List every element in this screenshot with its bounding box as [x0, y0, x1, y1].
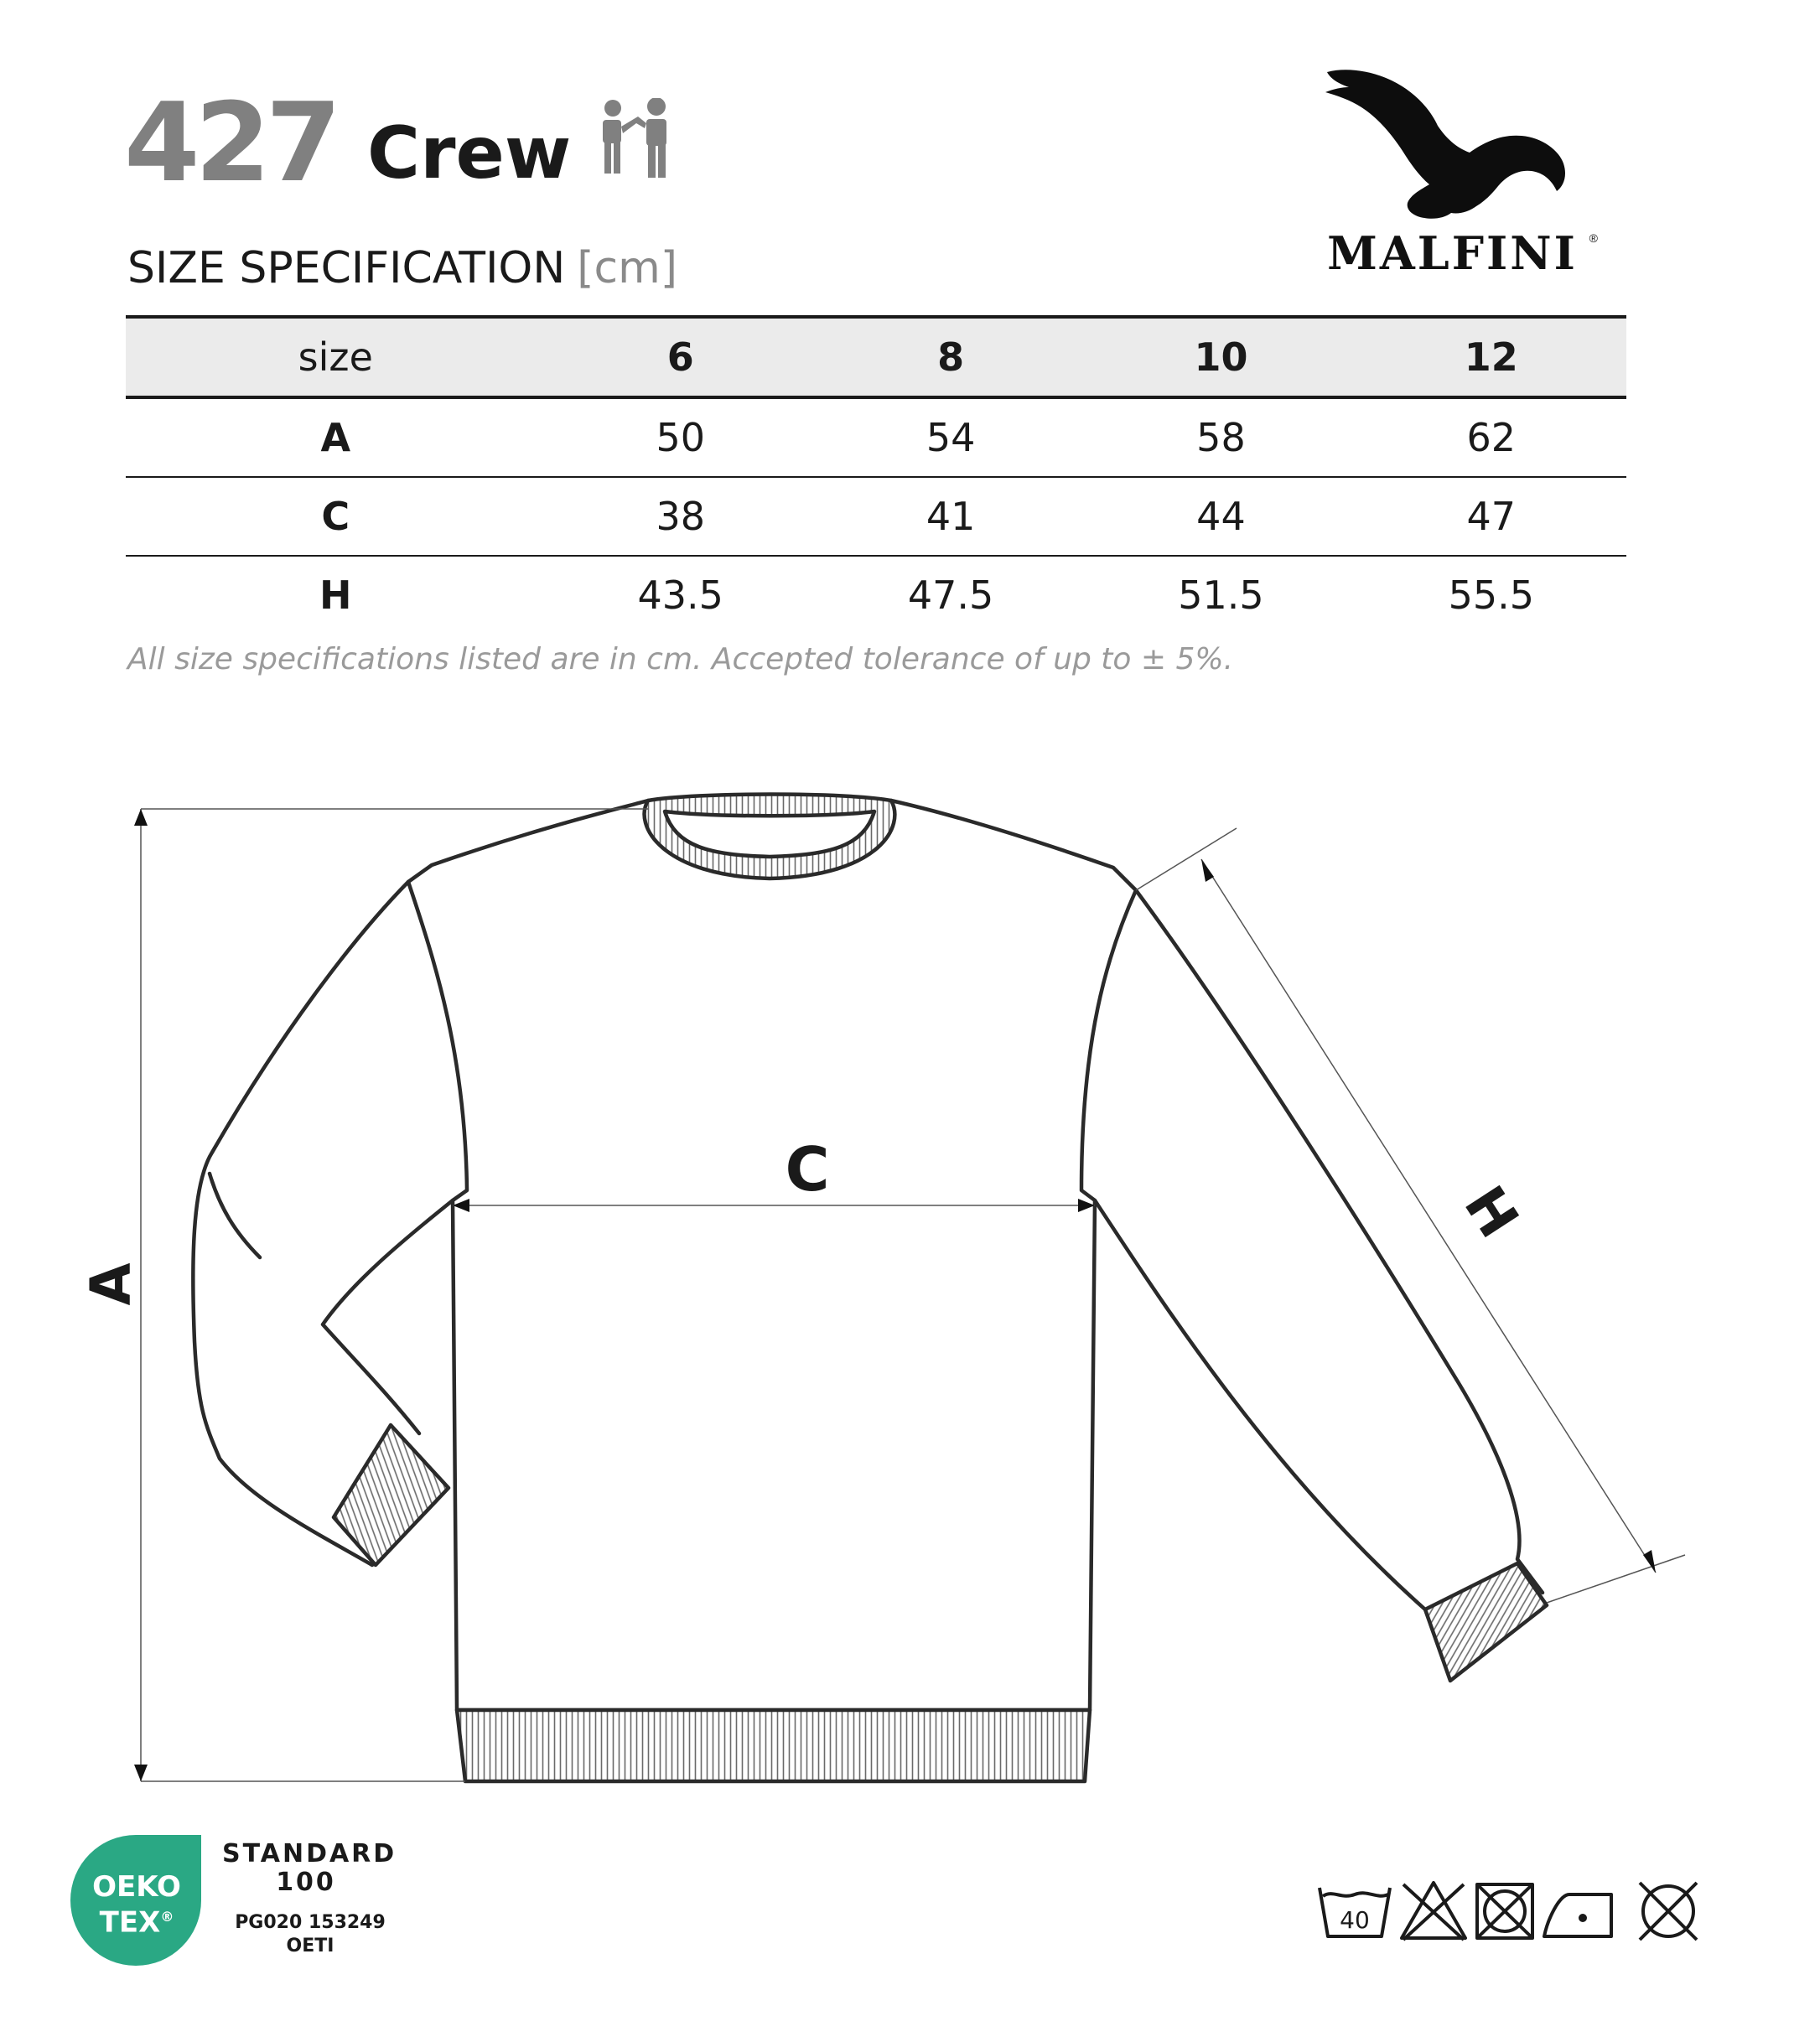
product-name: Crew [367, 111, 572, 195]
table-cell: 43.5 [637, 573, 723, 618]
left-sleeve-inner [323, 1200, 453, 1433]
oeko-tex-badge-text [74, 1870, 200, 1940]
left-sleeve-fold [210, 1174, 260, 1257]
label-a: A [79, 1262, 143, 1306]
table-cell: 47.5 [907, 573, 994, 618]
brand-name: MALFINI [1327, 226, 1578, 280]
oeko-tex-certification [67, 1832, 402, 1974]
svg-text:40: 40 [1340, 1906, 1370, 1934]
label-h: H [1451, 1174, 1532, 1249]
row-label: A [126, 397, 546, 477]
certificate-number: PG020 153249 [235, 1912, 386, 1933]
table-cell: 58 [1086, 397, 1356, 477]
wash-40-icon [1320, 1888, 1390, 1936]
left-cuff [334, 1425, 449, 1565]
table-cell: 41 [816, 477, 1086, 556]
size-header-cell: 12 [1356, 317, 1626, 397]
no-tumble-dry-icon [1477, 1884, 1532, 1938]
row-label: H [319, 573, 352, 618]
garment-body-outline [408, 801, 1136, 1710]
measure-a-lines [141, 809, 648, 1781]
tolerance-note: All size specifications listed are in cm. Accepted tolerance of up to ± 5%. [127, 642, 1234, 676]
standard-line-1: STANDARD [222, 1839, 397, 1868]
size-header-cell: 10 [1086, 317, 1356, 397]
iron-low-icon [1544, 1894, 1611, 1936]
spec-unit: [cm] [577, 243, 678, 293]
no-bleach-icon [1402, 1883, 1465, 1940]
product-code: 427 [124, 79, 337, 206]
size-header-cell: 6 [546, 317, 816, 397]
row-label: C [126, 477, 546, 556]
table-cell: 38 [546, 477, 816, 556]
right-sleeve-inner [1095, 1200, 1425, 1609]
care-symbols [1316, 1878, 1702, 1945]
size-header-label: size [126, 317, 546, 397]
table-cell: 55.5 [1448, 573, 1535, 618]
certificate-info [231, 1911, 390, 1958]
label-c: C [785, 1134, 830, 1205]
measure-h-arrow-top [1201, 859, 1214, 882]
table-cell: 51.5 [1178, 573, 1264, 618]
measure-h-lines [1136, 828, 1685, 1603]
badge-reg: ® [160, 1909, 174, 1925]
right-cuff [1425, 1563, 1547, 1681]
measure-a-arrow-bottom [134, 1765, 148, 1781]
spec-title-text: SIZE SPECIFICATION [127, 243, 566, 293]
table-cell: 50 [546, 397, 816, 477]
certificate-institute: OETI [286, 1936, 334, 1956]
badge-tex: TEX [99, 1905, 161, 1940]
table-cell: 62 [1356, 397, 1626, 477]
standard-label [222, 1839, 397, 1897]
table-cell: 44 [1086, 477, 1356, 556]
standard-line-2: 100 [276, 1868, 336, 1897]
no-dry-clean-icon [1640, 1883, 1697, 1940]
brand-registered-mark: ® [1589, 231, 1598, 245]
table-cell: 47 [1356, 477, 1626, 556]
measure-a-arrow-top [134, 809, 148, 826]
table-cell: 54 [816, 397, 1086, 477]
badge-line-2 [74, 1902, 200, 1940]
size-header-cell: 8 [816, 317, 1086, 397]
hem-band [457, 1710, 1090, 1781]
badge-line-1: OEKO [92, 1870, 181, 1904]
